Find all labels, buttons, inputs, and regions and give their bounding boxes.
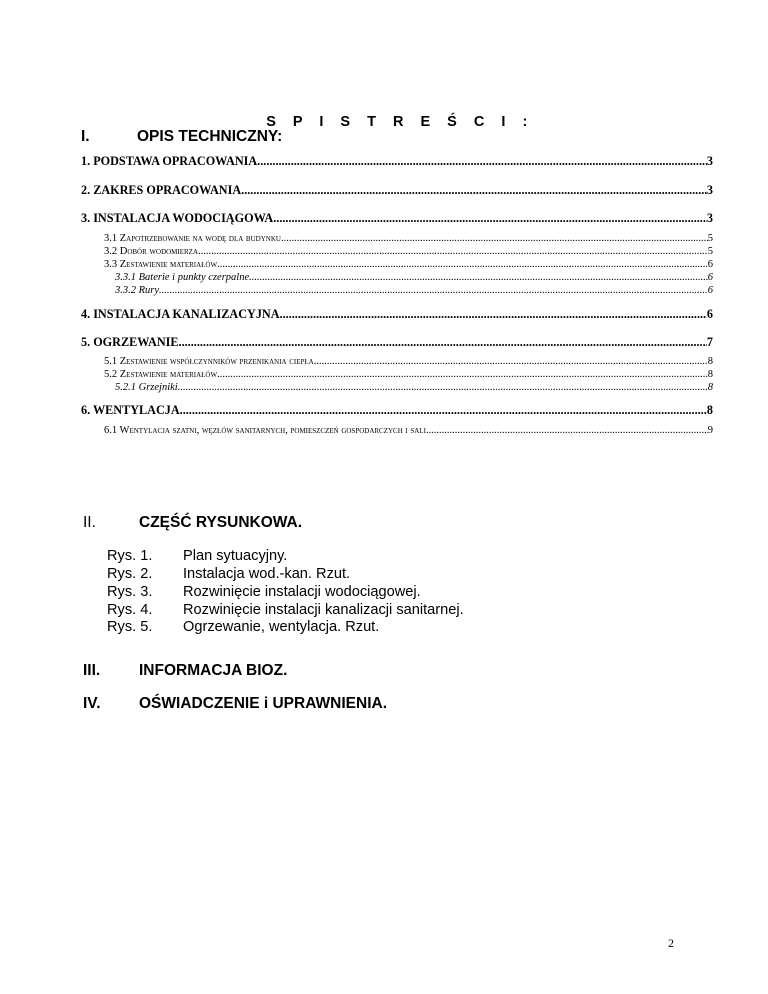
toc-entry: 2. ZAKRES OPRACOWANIA ..... 3 [81, 183, 713, 198]
section-title: CZĘŚĆ RYSUNKOWA. [139, 514, 303, 531]
section-number: II. [83, 514, 96, 531]
toc-subsubentry: 3.3.2 Rury ..... 6 [115, 285, 713, 296]
section-title: OPIS TECHNICZNY: [137, 128, 283, 145]
toc-subsubentry: 5.2.1 Grzejniki ..... 8 [115, 382, 713, 393]
toc-subentry: 5.1 Zestawienie współczynników przenikania ciepła ..... 8 [104, 356, 713, 367]
section-title: OŚWIADCZENIE i UPRAWNIENIA. [139, 695, 388, 712]
document-title: S P I S T R E Ś C I : [266, 114, 534, 130]
toc-subentry: 5.2 Zestawienie materiałów ..... 8 [104, 369, 713, 380]
toc-subentry: 3.1 Zapotrzebowanie na wodę dla budynku ..... 5 [104, 233, 713, 244]
toc-subentry: 6.1 Wentylacja szatni, węzłów sanitarnych, pomieszczeń gospodarczych i sali. ..... 9 [104, 425, 713, 436]
toc-subentry: 3.3 Zestawienie materiałów ..... 6 [104, 259, 713, 270]
toc-entry: 5. OGRZEWANIE ..... 7 [81, 335, 713, 350]
section-number: I. [81, 128, 90, 145]
toc-entry: 1. PODSTAWA OPRACOWANIA ..... 3 [81, 154, 713, 169]
toc-entry: 4. INSTALACJA KANALIZACYJNA. ..... 6 [81, 307, 713, 322]
section-number: IV. [83, 695, 101, 712]
toc-subentry: 3.2 Dobór wodomierza ..... 5 [104, 246, 713, 257]
document-page: S P I S T R E Ś C I : I. OPIS TECHNICZNY: 1. PODSTAWA OPRACOWANIA ..... 3 2. ZAKRES OPRACOWANIA ..... 3 3. INSTALACJA WODOCIĄGOWA ..... 3 3.1 Zapotrzebowanie na wodę dla budynku ..... 5 3.2 Dobór wodomierza ..... 5 3.3 Zestawienie materiałów ..... 6 3.3.1 Baterie i punkty czerpalne ..... 6 3.3.2 Rury ..... 6 4. INSTALACJA KANALIZACYJNA. ..... 6 5. OGRZEWANIE ..... 7 5.1 Zestawienie współczynników przenikania ciepła ..... 8 5.2 Zestawienie materiałów ..... 8 5.2.1 Grzejniki ..... 8 6. WENTYLACJA ..... 8 6.1 Wentylacja szatni, węzłów sanitarnych, pomieszczeń gospodarczych i sali. ..... 9 II. CZĘŚĆ RYSUNKOWA. Rys. 1. Plan sytuacyjny. Rys. 2. Instalacja wod.-kan. Rzut. Rys. 3. Rozwinięcie instalacji wodociągowej. Rys. 4. Rozwinięcie instalacji kanalizacji sanitarnej. Rys. 5. Ogrzewanie, wentylacja. Rzut. III. INFORMACJA BIOZ. IV. OŚWIADCZENIE i UPRAWNIENIA. 2 [0, 0, 768, 994]
toc-entry: 3. INSTALACJA WODOCIĄGOWA ..... 3 [81, 211, 713, 226]
toc-entry: 6. WENTYLACJA ..... 8 [81, 403, 713, 418]
section-number: III. [83, 662, 101, 679]
toc-subsubentry: 3.3.1 Baterie i punkty czerpalne ..... 6 [115, 272, 713, 283]
page-number: 2 [668, 936, 674, 950]
section-title: INFORMACJA BIOZ. [139, 662, 288, 679]
